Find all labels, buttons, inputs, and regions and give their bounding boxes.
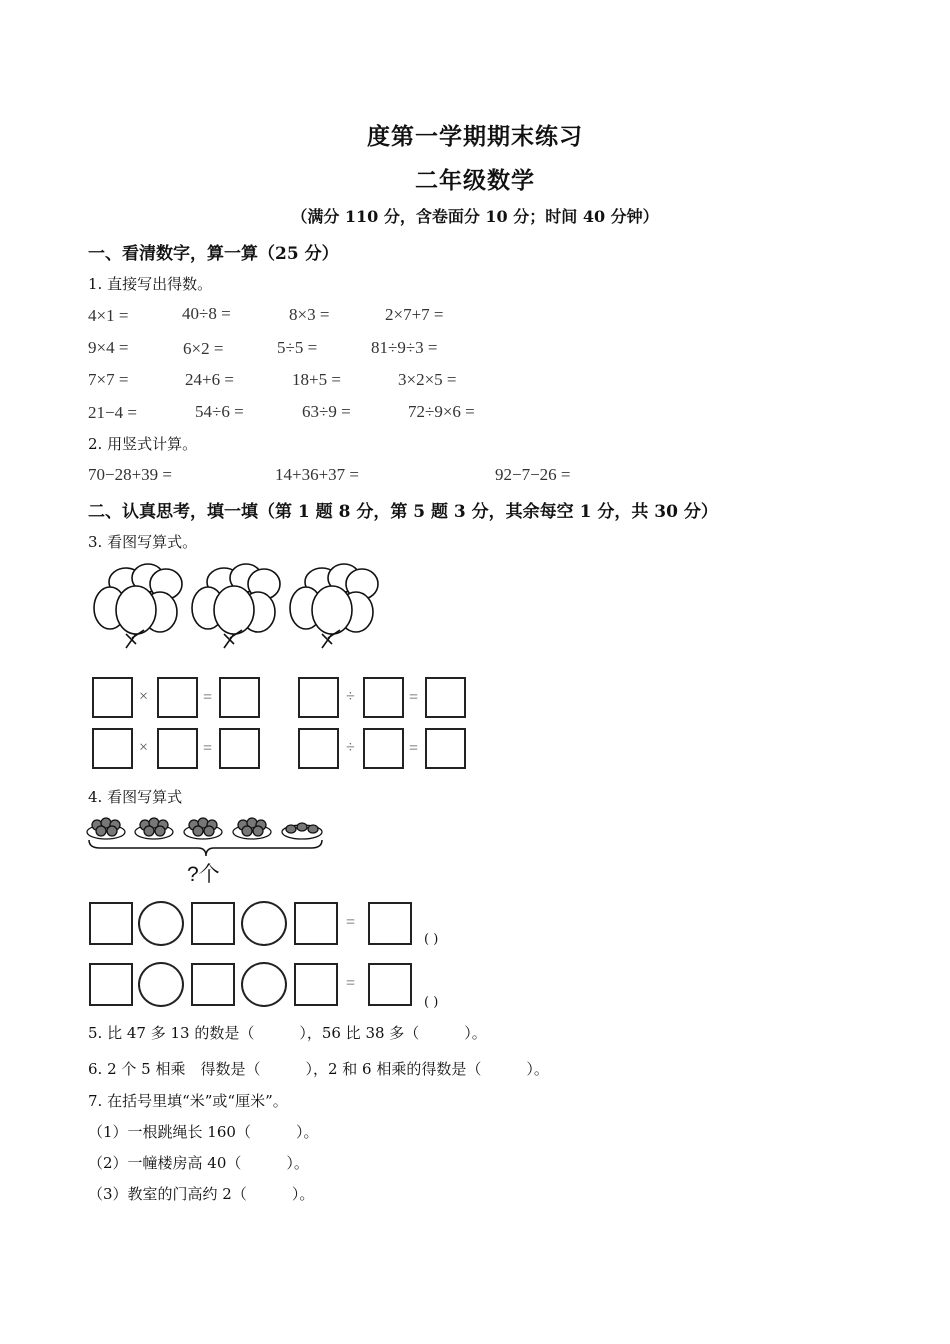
- unit-paren[interactable]: ( ): [424, 932, 439, 947]
- answer-box[interactable]: [363, 728, 404, 769]
- equals-sign: =: [409, 740, 419, 757]
- equals-sign: =: [409, 689, 419, 706]
- q7-item: （2）一幢楼房高 40（ ）。: [88, 1154, 309, 1172]
- q1-item: 81÷9÷3 =: [371, 338, 438, 357]
- q7-item: （1）一根跳绳长 160（ ）。: [88, 1123, 319, 1141]
- plates-illustration: [86, 812, 326, 858]
- section2-heading: 二、认真思考，填一填（第 1 题 8 分，第 5 题 3 分，其余每空 1 分，共 30 分）: [88, 502, 718, 522]
- answer-box[interactable]: [298, 677, 339, 718]
- q2-item: 70−28+39 =: [88, 465, 173, 484]
- answer-box[interactable]: [157, 728, 198, 769]
- q1-item: 4×1 =: [88, 306, 129, 325]
- q1-item: 24+6 =: [185, 370, 234, 389]
- operator-circle[interactable]: [138, 901, 184, 946]
- multiply-sign: ×: [139, 688, 149, 705]
- q7-label: 7. 在括号里填“米”或“厘米”。: [88, 1092, 288, 1110]
- answer-box[interactable]: [368, 902, 412, 945]
- equals-sign: =: [203, 740, 213, 757]
- balloon-illustration: [88, 560, 388, 652]
- answer-box[interactable]: [425, 677, 466, 718]
- q4-label: 4. 看图写算式: [88, 788, 183, 806]
- operator-circle[interactable]: [241, 901, 287, 946]
- answer-box[interactable]: [425, 728, 466, 769]
- answer-box[interactable]: [89, 902, 133, 945]
- answer-box[interactable]: [157, 677, 198, 718]
- answer-box[interactable]: [219, 677, 260, 718]
- q1-label: 1. 直接写出得数。: [88, 275, 213, 293]
- answer-box[interactable]: [294, 902, 338, 945]
- q1-item: 72÷9×6 =: [408, 402, 475, 421]
- q5-text: 5. 比 47 多 13 的数是（ ），56 比 38 多（ ）。: [88, 1024, 487, 1042]
- answer-box[interactable]: [89, 963, 133, 1006]
- q1-item: 21−4 =: [88, 403, 137, 422]
- q6-text: 6. 2 个 5 相乘 得数是（ ），2 和 6 相乘的得数是（ ）。: [88, 1060, 549, 1078]
- q1-item: 3×2×5 =: [398, 370, 457, 389]
- equals-sign: =: [346, 914, 356, 931]
- answer-box[interactable]: [294, 963, 338, 1006]
- unit-paren[interactable]: ( ): [424, 995, 439, 1010]
- q1-item: 5÷5 =: [277, 338, 318, 357]
- q2-item: 92−7−26 =: [495, 465, 571, 484]
- answer-box[interactable]: [363, 677, 404, 718]
- answer-box[interactable]: [191, 963, 235, 1006]
- multiply-sign: ×: [139, 739, 149, 756]
- q1-item: 54÷6 =: [195, 402, 244, 421]
- answer-box[interactable]: [219, 728, 260, 769]
- brace-icon: [89, 840, 322, 856]
- score-info: （满分 110 分，含卷面分 10 分；时间 40 分钟）: [291, 207, 659, 226]
- page-subtitle-grade: 二年级数学: [415, 167, 535, 194]
- q1-item: 9×4 =: [88, 338, 129, 357]
- balloon-icon: [116, 586, 156, 634]
- divide-sign: ÷: [346, 739, 355, 756]
- q1-item: 2×7+7 =: [385, 305, 444, 324]
- brace-label: ?个: [187, 863, 220, 886]
- answer-box[interactable]: [298, 728, 339, 769]
- q7-item: （3）教室的门高约 2（ ）。: [88, 1185, 315, 1203]
- q1-item: 18+5 =: [292, 370, 341, 389]
- q1-item: 8×3 =: [289, 305, 330, 324]
- answer-box[interactable]: [368, 963, 412, 1006]
- q2-label: 2. 用竖式计算。: [88, 435, 198, 453]
- section1-heading: 一、看清数字，算一算（25 分）: [88, 244, 339, 264]
- equals-sign: =: [346, 975, 356, 992]
- q2-item: 14+36+37 =: [275, 465, 360, 484]
- equals-sign: =: [203, 689, 213, 706]
- answer-box[interactable]: [92, 677, 133, 718]
- answer-box[interactable]: [92, 728, 133, 769]
- operator-circle[interactable]: [241, 962, 287, 1007]
- divide-sign: ÷: [346, 688, 355, 705]
- q3-label: 3. 看图写算式。: [88, 533, 198, 551]
- page-title: 度第一学期期末练习: [367, 123, 583, 150]
- operator-circle[interactable]: [138, 962, 184, 1007]
- q1-item: 6×2 =: [183, 339, 224, 358]
- answer-box[interactable]: [191, 902, 235, 945]
- q1-item: 40÷8 =: [182, 304, 231, 323]
- q1-item: 7×7 =: [88, 370, 129, 389]
- q1-item: 63÷9 =: [302, 402, 351, 421]
